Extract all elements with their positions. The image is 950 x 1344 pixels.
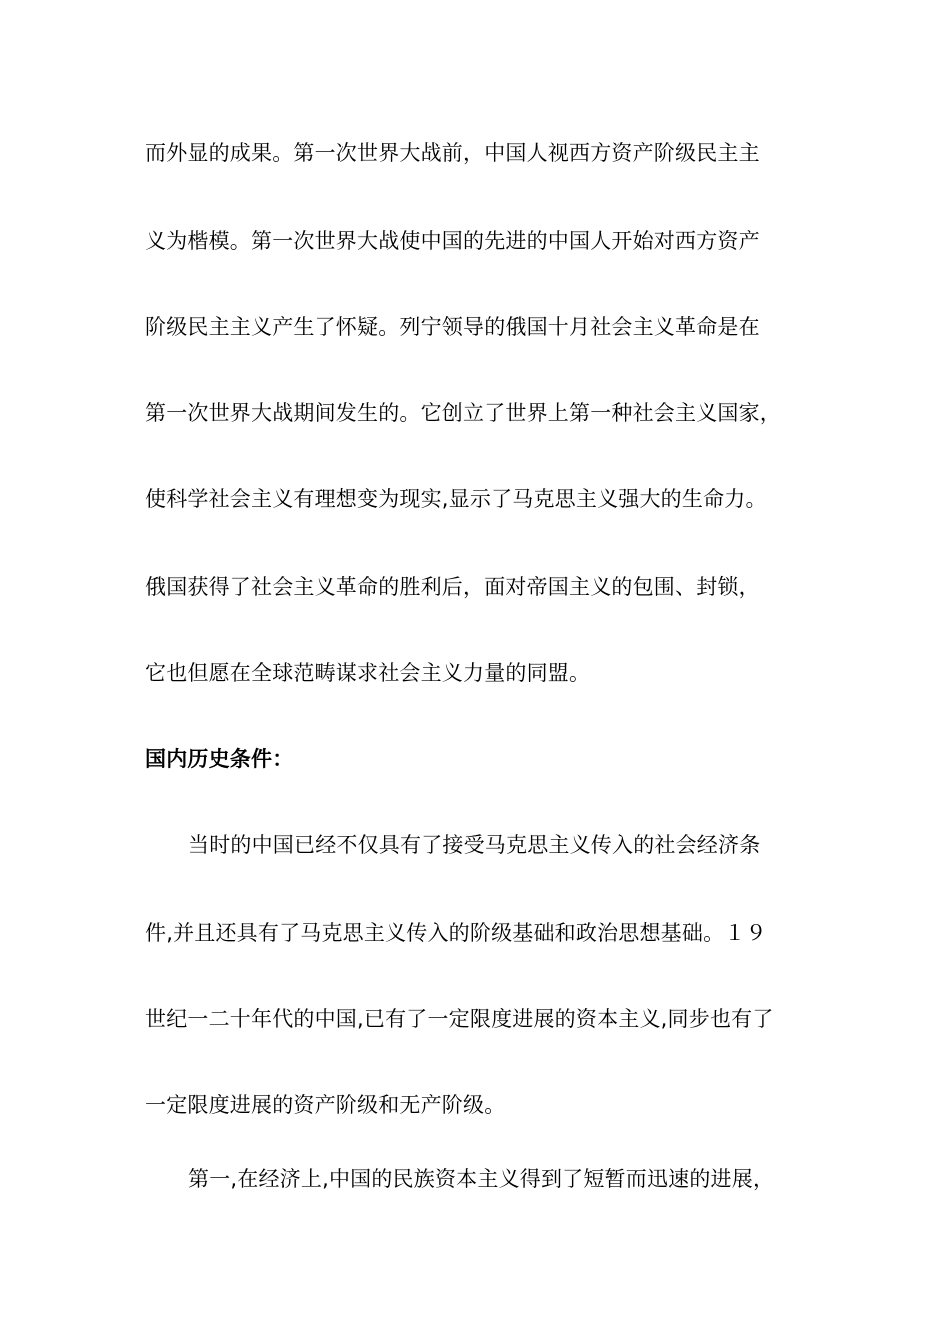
text-line: 使科学社会主义有理想变为现实,显示了马克思主义强大的生命力。 (145, 487, 767, 511)
text-line: 俄国获得了社会主义革命的胜利后，面对帝国主义的包围、封锁， (145, 575, 760, 599)
text-line: 世纪一二十年代的中国,已有了一定限度进展的资本主义,同步也有了 (145, 1007, 774, 1031)
text-line: 它也但愿在全球范畴谋求社会主义力量的同盟。 (145, 661, 591, 685)
text-line: 一定限度进展的资产阶级和无产阶级。 (145, 1093, 506, 1117)
text-line: 义为楷模。第一次世界大战使中国的先进的中国人开始对西方资产 (145, 229, 760, 253)
text-line: 阶级民主主义产生了怀疑。列宁领导的俄国十月社会主义革命是在 (145, 315, 760, 339)
text-line: 而外显的成果。第一次世界大战前，中国人视西方资产阶级民主主 (145, 141, 760, 165)
text-line: 第一次世界大战期间发生的。它创立了世界上第一种社会主义国家， (145, 401, 781, 425)
text-line: 当时的中国已经不仅具有了接受马克思主义传入的社会经济条 (188, 833, 761, 857)
text-line: 件,并且还具有了马克思主义传入的阶级基础和政治思想基础。１９ (145, 921, 767, 945)
text-line: 第一,在经济上,中国的民族资本主义得到了短暂而迅速的进展， (188, 1167, 775, 1191)
section-heading: 国内历史条件： (145, 747, 294, 771)
